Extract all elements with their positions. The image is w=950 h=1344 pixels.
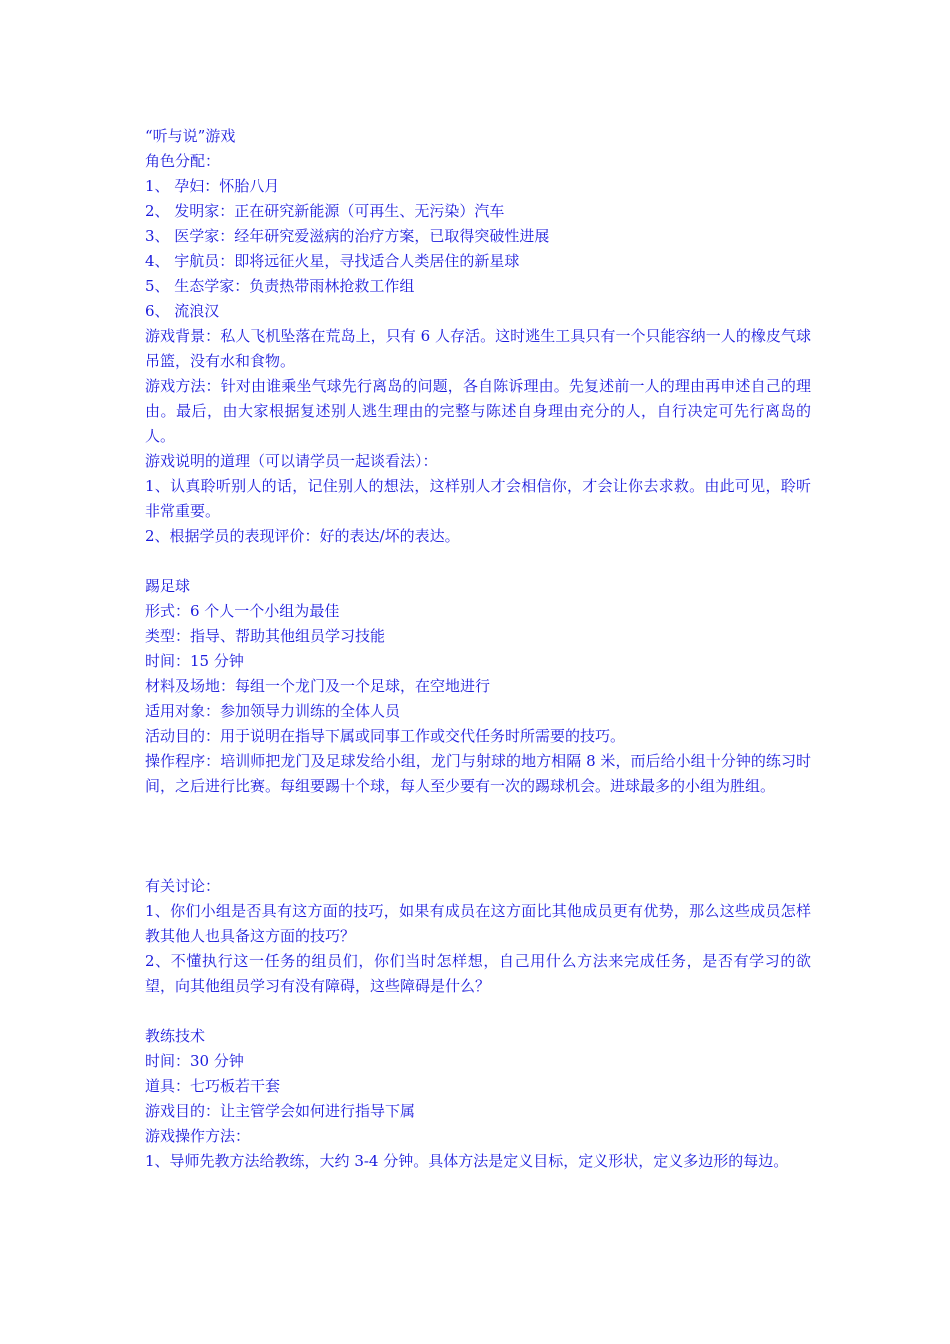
lesson-item: 2、根据学员的表现评价：好的表达/坏的表达。 (145, 527, 460, 545)
game2-title: 踢足球 (145, 577, 191, 595)
role-item: 4、 宇航员：即将远征火星，寻找适合人类居住的新星球 (145, 252, 520, 270)
lesson-heading: 游戏说明的道理（可以请学员一起谈看法）： (145, 452, 438, 470)
game3-purpose: 游戏目的：让主管学会如何进行指导下属 (145, 1102, 416, 1120)
role-item: 1、 孕妇：怀胎八月 (145, 177, 280, 195)
blank-line (145, 549, 811, 574)
game2-materials: 材料及场地：每组一个龙门及一个足球，在空地进行 (145, 677, 491, 695)
role-item: 6、 流浪汉 (145, 302, 220, 320)
game-method: 游戏方法：针对由谁乘坐气球先行离岛的问题，各自陈诉理由。先复述前一人的理由再申述自己的理由。最后，由大家根据复述别人逃生理由的完整与陈述自身理由充分的人，自行决定可先行离岛的人。 (145, 377, 811, 445)
blank-lines (145, 799, 811, 874)
game2-audience: 适用对象：参加领导力训练的全体人员 (145, 702, 401, 720)
role-item: 5、 生态学家：负责热带雨林抢救工作组 (145, 277, 415, 295)
blank-line (145, 999, 811, 1024)
game3-time: 时间：30 分钟 (145, 1052, 244, 1070)
discussion-heading: 有关讨论： (145, 877, 221, 895)
game-background: 游戏背景：私人飞机坠落在荒岛上，只有 6 人存活。这时逃生工具只有一个只能容纳一人的橡皮气球吊篮，没有水和食物。 (145, 327, 811, 370)
game2-procedure: 操作程序：培训师把龙门及足球发给小组，龙门与射球的地方相隔 8 米，而后给小组十分钟的练习时间，之后进行比赛。每组要踢十个球，每人至少要有一次的踢球机会。进球最多的小组为胜组。 (145, 752, 811, 795)
roles-heading: 角色分配： (145, 152, 221, 170)
game2-form: 形式：6 个人一个小组为最佳 (145, 602, 340, 620)
game1-title: “听与说”游戏 (145, 127, 236, 145)
game2-type: 类型：指导、帮助其他组员学习技能 (145, 627, 386, 645)
discussion-item: 1、你们小组是否具有这方面的技巧，如果有成员在这方面比其他成员更有优势，那么这些成员怎样教其他人也具备这方面的技巧？ (145, 902, 811, 945)
game3-title: 教练技术 (145, 1027, 206, 1045)
lesson-item: 1、认真聆听别人的话，记住别人的想法，这样别人才会相信你，才会让你去求救。由此可见，聆听非常重要。 (145, 477, 811, 520)
game3-method-heading: 游戏操作方法： (145, 1127, 251, 1145)
document-page (145, 124, 811, 1174)
role-item: 3、 医学家：经年研究爱滋病的治疗方案，已取得突破性进展 (145, 227, 550, 245)
role-item: 2、 发明家：正在研究新能源（可再生、无污染）汽车 (145, 202, 505, 220)
discussion-item: 2、不懂执行这一任务的组员们，你们当时怎样想，自己用什么方法来完成任务，是否有学习的欲望，向其他组员学习有没有障碍，这些障碍是什么？ (145, 952, 811, 995)
game2-time: 时间：15 分钟 (145, 652, 244, 670)
game3-step: 1、导师先教方法给教练，大约 3-4 分钟。具体方法是定义目标，定义形状，定义多边形的每边。 (145, 1152, 789, 1170)
game3-props: 道具：七巧板若干套 (145, 1077, 281, 1095)
game2-purpose: 活动目的：用于说明在指导下属或同事工作或交代任务时所需要的技巧。 (145, 727, 626, 745)
